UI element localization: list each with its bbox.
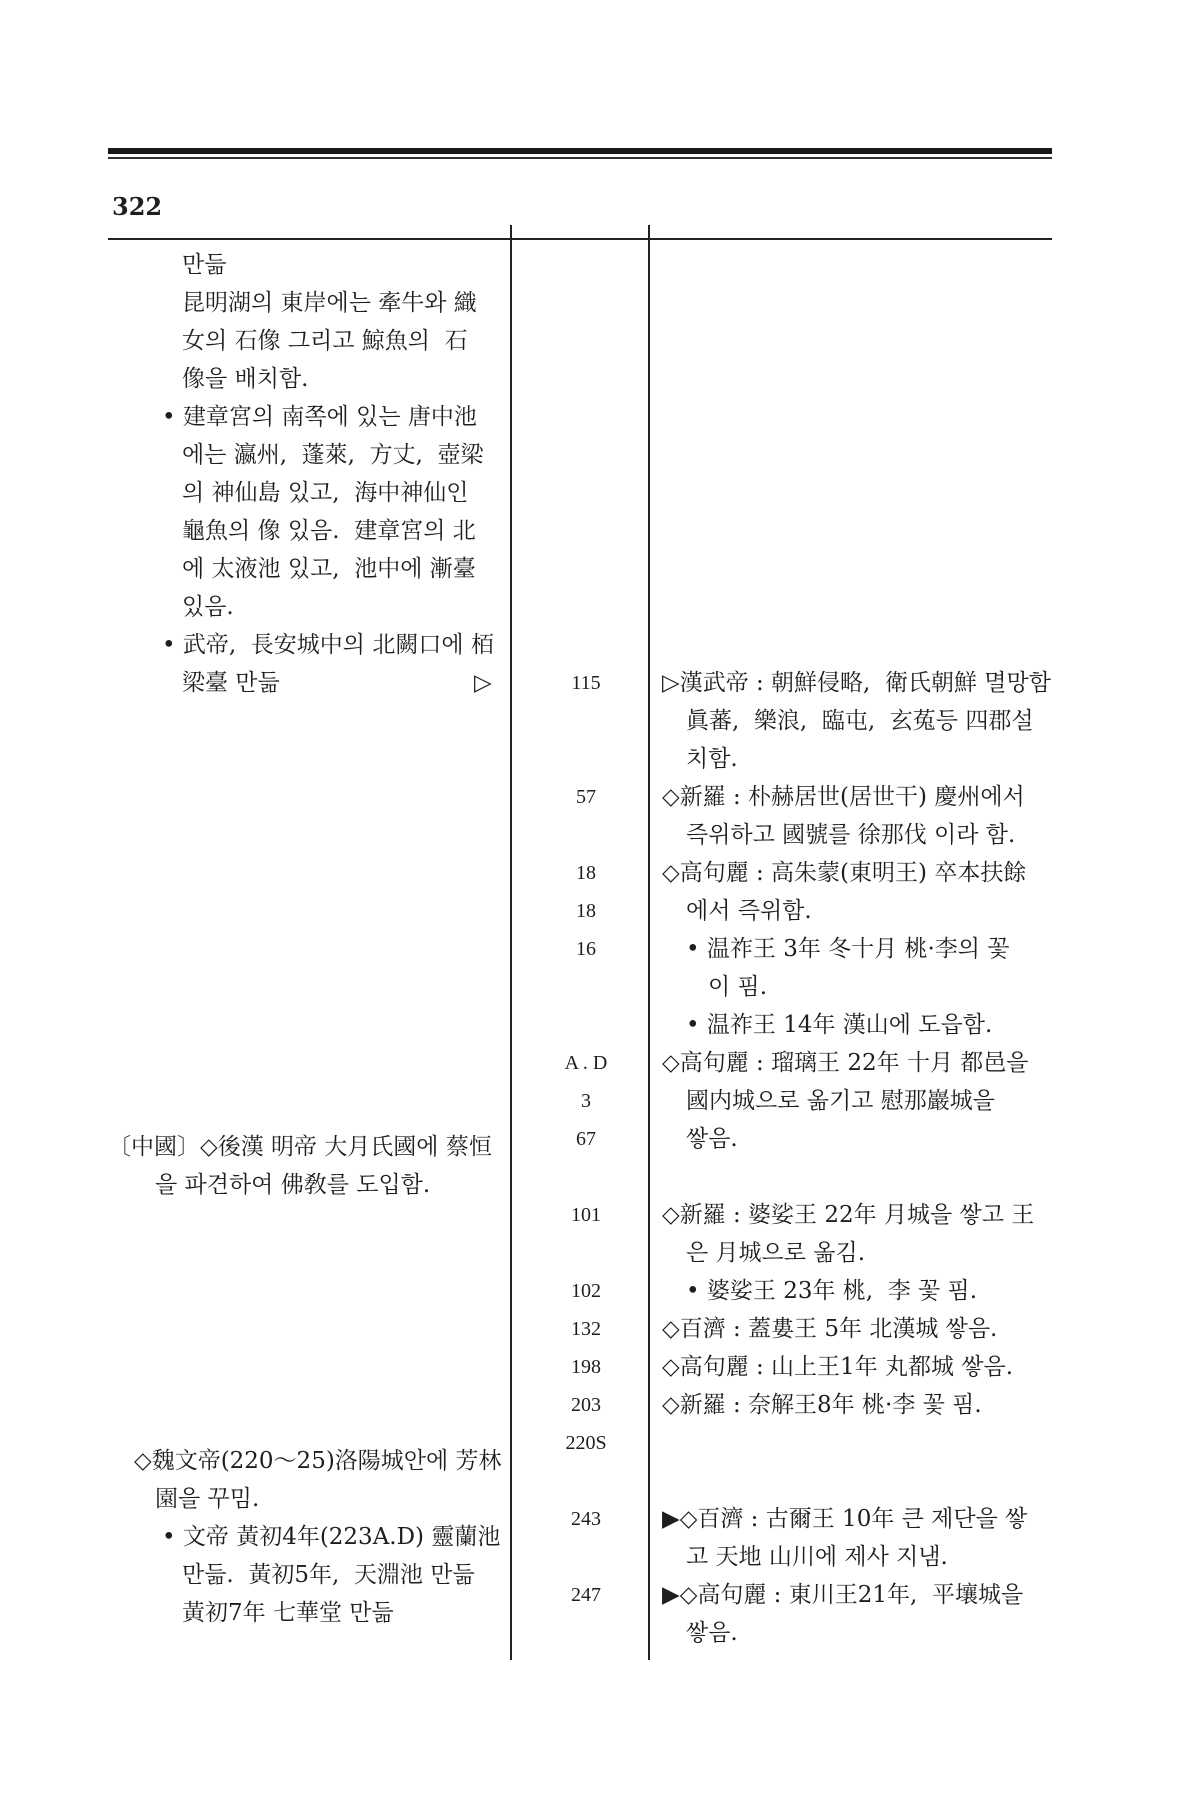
year-label: 16 <box>576 938 596 960</box>
left-line: 에는 瀛州, 蓬萊, 方丈, 壺梁 <box>182 442 484 468</box>
year-label: 18 <box>576 900 596 922</box>
left-line: ◇魏文帝(220～25)洛陽城안에 芳林 <box>134 1448 502 1474</box>
right-line: 쌓음. <box>686 1126 738 1152</box>
left-line: 昆明湖의 東岸에는 牽牛와 織 <box>182 290 477 316</box>
right-line: ◇新羅 : 婆娑王 22年 月城을 쌓고 王 <box>662 1202 1035 1228</box>
right-line: ▶◇百濟 : 古爾王 10年 큰 제단을 쌓 <box>662 1506 1028 1532</box>
year-label: 18 <box>576 862 596 884</box>
year-label: 220S <box>565 1432 607 1454</box>
right-line: ◇高句麗 : 高朱蒙(東明王) 卒本扶餘 <box>662 860 1027 886</box>
right-line: ▷漢武帝 : 朝鮮侵略, 衛氏朝鮮 멸망함 <box>662 670 1051 696</box>
right-line: 은 月城으로 옮김. <box>686 1240 866 1266</box>
left-line: 만듦 <box>182 252 227 278</box>
right-line: 쌓음. <box>686 1620 738 1646</box>
left-line: 의 神仙島 있고, 海中神仙인 <box>182 480 469 506</box>
right-line: 즉위하고 國號를 徐那伐 이라 함. <box>686 822 1016 848</box>
left-line: 黃初7年 七華堂 만듦 <box>182 1600 394 1626</box>
right-line: 치함. <box>686 746 738 772</box>
year-label: 132 <box>571 1318 601 1340</box>
year-label: 57 <box>576 786 596 808</box>
header-rule <box>108 238 1052 240</box>
top-rule-thick <box>108 148 1052 154</box>
top-rule-thin <box>108 157 1052 159</box>
year-label: 67 <box>576 1128 596 1150</box>
right-line: ▶◇高句麗 : 東川王21年, 平壤城을 <box>662 1582 1024 1608</box>
year-label: 247 <box>571 1584 601 1606</box>
left-line: 만듦. 黃初5年, 天淵池 만듦 <box>182 1562 475 1588</box>
right-line: • 温祚王 14年 漢山에 도읍함. <box>686 1012 993 1038</box>
arrow-marker: ▷ <box>474 670 492 696</box>
left-line: 에 太液池 있고, 池中에 漸臺 <box>182 556 476 582</box>
left-line: 을 파견하여 佛敎를 도입함. <box>155 1172 431 1198</box>
left-line: 〔中國〕◇後漢 明帝 大月氏國에 蔡恒 <box>108 1134 492 1160</box>
page-number: 322 <box>112 192 163 221</box>
right-line: ◇新羅 : 朴赫居世(居世干) 慶州에서 <box>662 784 1025 810</box>
left-line: 像을 배치함. <box>182 366 309 392</box>
right-line: • 婆娑王 23年 桃, 李 꽃 핌. <box>686 1278 978 1304</box>
left-line: • 武帝, 長安城中의 北闕口에 栢 <box>162 632 494 658</box>
right-line: 國内城으로 옮기고 慰那巖城을 <box>686 1088 995 1114</box>
left-line: 梁臺 만듦 <box>182 670 280 696</box>
right-line: • 温祚王 3年 冬十月 桃·李의 꽃 <box>686 936 1010 962</box>
year-label: 203 <box>571 1394 601 1416</box>
column-divider-right <box>648 225 650 1660</box>
right-line: ◇高句麗 : 山上王1年 丸都城 쌓음. <box>662 1354 1014 1380</box>
year-label: 243 <box>571 1508 601 1530</box>
year-label: A . D <box>564 1052 608 1074</box>
right-line: 이 핌. <box>708 974 768 1000</box>
year-label: 101 <box>571 1204 601 1226</box>
left-line: 女의 石像 그리고 鯨魚의 石 <box>182 328 468 354</box>
left-line: • 文帝 黃初4年(223A.D) 靈蘭池 <box>162 1524 501 1550</box>
year-label: 3 <box>581 1090 591 1112</box>
column-divider-left <box>510 225 512 1660</box>
year-label: 115 <box>571 672 601 694</box>
right-line: ◇高句麗 : 瑠璃王 22年 十月 都邑을 <box>662 1050 1029 1076</box>
right-line: 에서 즉위함. <box>686 898 812 924</box>
year-label: 198 <box>571 1356 601 1378</box>
left-line: • 建章宮의 南쪽에 있는 唐中池 <box>162 404 477 430</box>
right-line: 고 天地 山川에 제사 지냄. <box>686 1544 948 1570</box>
right-line: 眞蕃, 樂浪, 臨屯, 玄菟등 四郡설 <box>686 708 1034 734</box>
year-label: 102 <box>571 1280 601 1302</box>
left-line: 있음. <box>182 594 234 620</box>
left-line: 龜魚의 像 있음. 建章宮의 北 <box>182 518 476 544</box>
right-line: ◇百濟 : 蓋婁王 5年 北漢城 쌓음. <box>662 1316 998 1342</box>
left-line: 園을 꾸밈. <box>155 1486 260 1512</box>
right-line: ◇新羅 : 奈解王8年 桃·李 꽃 핌. <box>662 1392 982 1418</box>
